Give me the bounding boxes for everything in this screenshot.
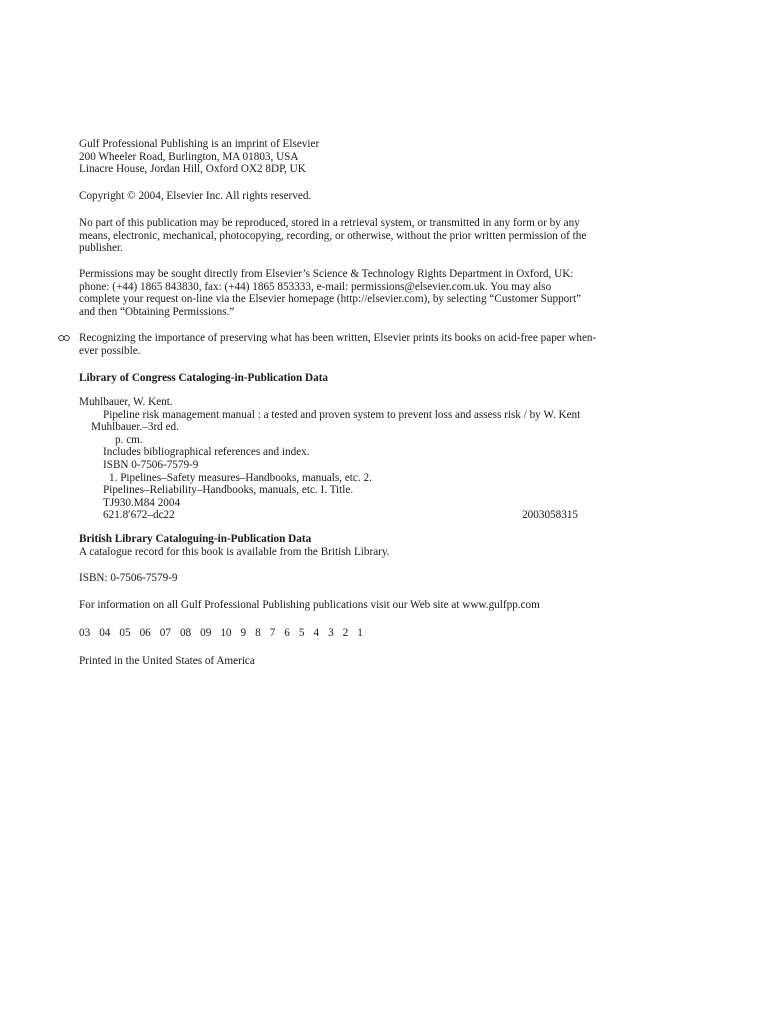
rights-line-3: publisher. — [79, 242, 123, 255]
printing-number: 06 — [139, 627, 151, 639]
british-heading: British Library Cataloguing-in-Publication Data — [79, 533, 312, 545]
printing-number: 03 — [79, 627, 91, 639]
printing-number: 09 — [200, 627, 212, 639]
loc-title-line-2: Muhlbauer.–3rd ed. — [91, 421, 179, 434]
permissions-line-4: and then “Obtaining Permissions.” — [79, 305, 235, 318]
printing-number: 8 — [255, 627, 261, 639]
printing-number: 07 — [159, 627, 171, 639]
publisher-block — [79, 138, 635, 176]
printing-number: 4 — [313, 627, 320, 639]
publisher-address-us: 200 Wheeler Road, Burlington, MA 01803, USA — [79, 150, 299, 163]
printing-number: 7 — [269, 627, 276, 639]
publisher-address-uk: Linacre House, Jordan Hill, Oxford OX2 8DP, UK — [79, 163, 306, 176]
copyright-block — [79, 190, 635, 203]
info-block — [79, 599, 635, 612]
loc-title-line-1: Pipeline risk management manual : a tested and proven system to prevent loss and assess risk / by W. Kent — [103, 408, 581, 421]
isbn-block — [79, 572, 635, 585]
acid-free-block — [79, 332, 635, 357]
publisher-imprint: Gulf Professional Publishing is an imprint of Elsevier — [79, 138, 320, 150]
permissions-line-1: Permissions may be sought directly from Elsevier’s Science & Technology Rights Department in Oxford, UK: — [79, 268, 574, 280]
printing-numbers-block — [79, 627, 635, 640]
loc-isbn: ISBN 0-7506-7579-9 — [103, 458, 199, 471]
printing-number: 9 — [240, 627, 247, 639]
british-library-block — [79, 533, 635, 558]
loc-subject-2: Pipelines–Reliability–Handbooks, manuals, etc. I. Title. — [103, 484, 354, 497]
loc-includes: Includes bibliographical references and index. — [103, 446, 310, 459]
rights-line-1: No part of this publication may be reproduced, stored in a retrieval system, or transmitted in any form or by any — [79, 217, 580, 229]
rights-block — [79, 217, 635, 255]
printing-number: 08 — [179, 627, 192, 639]
rights-line-2: means, electronic, mechanical, photocopying, recording, or otherwise, without the prior written permission of the — [79, 229, 587, 242]
permissions-block — [79, 268, 635, 318]
printing-number: 5 — [298, 627, 305, 639]
printing-number: 3 — [328, 627, 334, 639]
british-text: A catalogue record for this book is available from the British Library. — [79, 545, 390, 558]
printing-number: 2 — [342, 627, 349, 639]
info-line: For information on all Gulf Professional Publishing publications visit our Web site at www.gulfpp.com — [79, 599, 540, 611]
printing-number: 6 — [284, 627, 290, 639]
loc-heading-block — [79, 372, 635, 385]
loc-dewey: 621.8′672–dc22 — [103, 509, 175, 522]
loc-author: Muhlbauer, W. Kent. — [79, 396, 173, 408]
printed-in: Printed in the United States of America — [79, 655, 255, 667]
printing-number: 10 — [220, 627, 232, 639]
printing-number: 04 — [99, 627, 111, 639]
loc-record — [79, 396, 635, 522]
isbn-line: ISBN: 0-7506-7579-9 — [79, 572, 178, 584]
loc-classification-row — [79, 509, 578, 522]
printed-block — [79, 655, 635, 668]
printing-number: 05 — [119, 627, 131, 639]
permissions-line-3: complete your request on-line via the Elsevier homepage (http://elsevier.com), by selecting “Customer Support” — [79, 293, 582, 306]
copyright-notice: Copyright © 2004, Elsevier Inc. All rights reserved. — [79, 190, 312, 202]
loc-call-number: TJ930.M84 2004 — [103, 496, 181, 509]
loc-lccn: 2003058315 — [522, 509, 578, 522]
acid-free-line-1: Recognizing the importance of preserving what has been written, Elsevier prints its books on acid-free paper when- — [79, 332, 597, 344]
acid-free-line-2: ever possible. — [79, 344, 141, 357]
loc-pcm: p. cm. — [115, 433, 143, 446]
loc-subject-1: 1. Pipelines–Safety measures–Handbooks, manuals, etc. 2. — [109, 471, 372, 484]
printing-number-line — [79, 627, 635, 640]
printing-number: 1 — [357, 627, 363, 639]
permissions-line-2: phone: (+44) 1865 843830, fax: (+44) 1865 853333, e-mail: permissions@elsevier.com.uk. You may also — [79, 280, 552, 293]
infinity-icon — [58, 334, 70, 342]
loc-heading: Library of Congress Cataloging-in-Publication Data — [79, 372, 329, 384]
